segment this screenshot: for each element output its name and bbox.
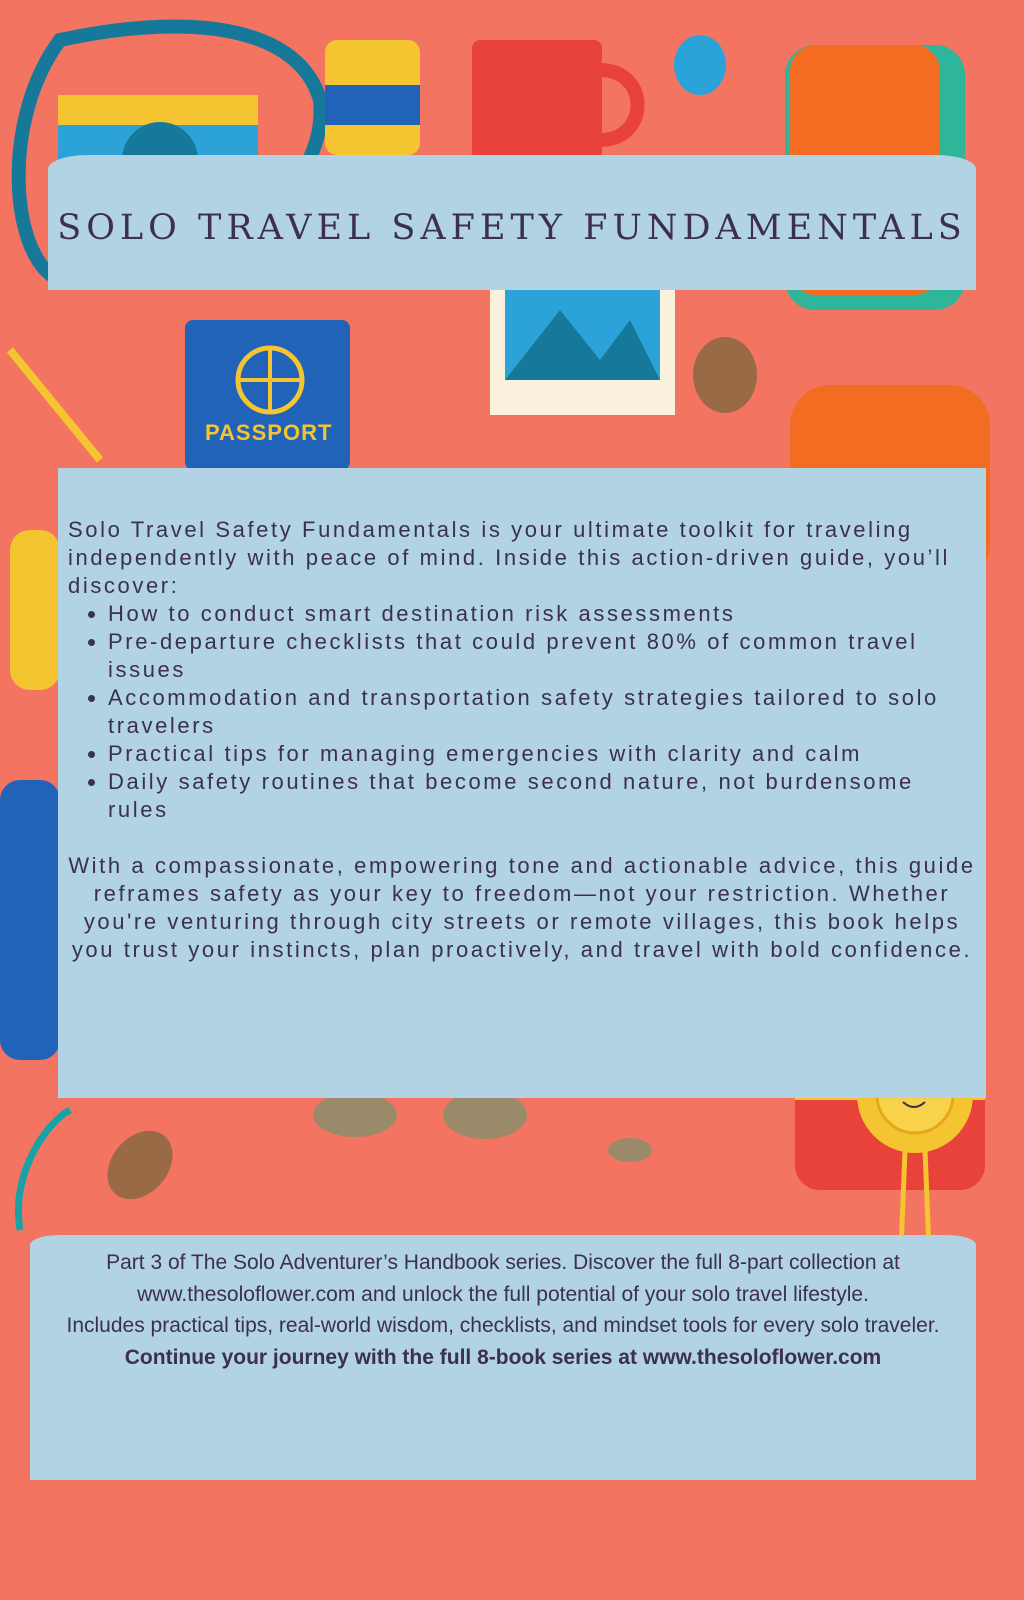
photo-icon [490, 270, 675, 415]
fern-icon [10, 350, 100, 460]
passport-label: PASSPORT [205, 420, 333, 445]
series-cta: Continue your journey with the full 8-book series at www.thesoloflower.com [124, 1345, 882, 1369]
leaf-brown-icon [94, 1118, 186, 1212]
title-banner [48, 155, 976, 290]
intro-text: Solo Travel Safety Fundamentals is your ultimate toolkit for traveling independently with peace of mind. Inside this action-driven guide, you’ll discover: [68, 517, 950, 598]
bag-left-icon [0, 780, 60, 1060]
series-text: Part 3 of The Solo Adventurer’s Handbook series. Discover the full 8-part collection at www.thesoloflower.com and unlock the full potential of your solo travel lifestyle. [106, 1251, 900, 1306]
pinecone-icon [693, 337, 757, 413]
list-item: • Daily safety routines that become second nature, not burdensome rules [108, 768, 976, 824]
includes-text: Includes practical tips, real-world wisdom, checklists, and mindset tools for every solo traveler. [66, 1314, 940, 1337]
list-item: • Pre-departure checklists that could prevent 80% of common travel issues [108, 628, 976, 684]
leaf-left-icon [18, 1110, 70, 1230]
leaf-icon [674, 35, 726, 95]
flask-icon [325, 40, 420, 155]
list-item: • Practical tips for managing emergencies with clarity and calm [108, 740, 976, 768]
stones-icon [313, 1091, 652, 1162]
list-item: • How to conduct smart destination risk assessments [108, 600, 976, 628]
list-item: • Accommodation and transportation safety strategies tailored to solo travelers [108, 684, 976, 740]
series-panel [30, 1235, 976, 1480]
book-title: SOLO TRAVEL SAFETY FUNDAMENTALS [57, 207, 967, 248]
sock-icon [10, 530, 60, 690]
mug-icon [472, 40, 638, 160]
feature-list [68, 600, 976, 824]
closing-text: With a compassionate, empowering tone and actionable advice, this guide reframes safety as your key to freedom—not your restriction. Whether you're venturing through city streets or remote villages, this book helps you trust your instincts, plan proactively, and travel with bold confidence. [68, 853, 976, 962]
description-panel [58, 468, 986, 1098]
